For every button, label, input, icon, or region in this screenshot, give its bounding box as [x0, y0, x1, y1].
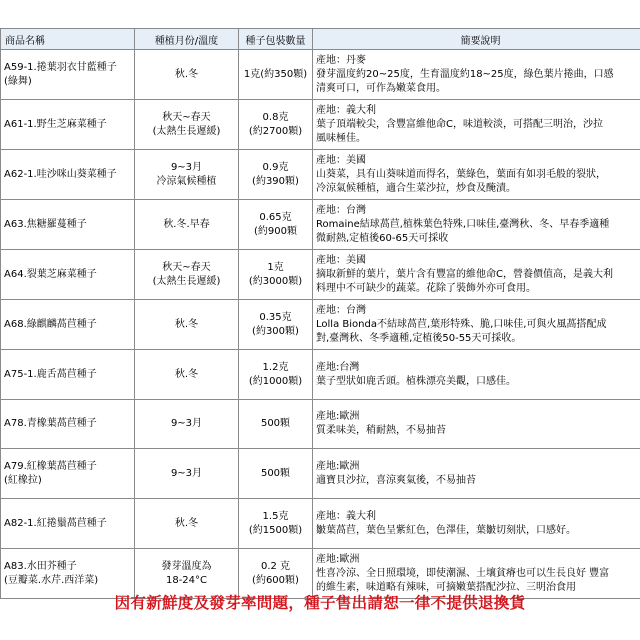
- planting-month-cell: [135, 350, 239, 400]
- product-name-cell: [1, 150, 135, 200]
- description-line: 冷涼氣候種植，適合生菜沙拉，炒食及醃漬。: [316, 182, 516, 194]
- planting-month-line: 9~3月: [170, 467, 203, 479]
- product-name-cell: [1, 100, 135, 150]
- planting-month-cell: [135, 449, 239, 499]
- header-row: [1, 29, 640, 50]
- product-name-line: (豆瓣菜.水芹.西洋菜): [4, 574, 99, 586]
- description-line: 的維生素，味道略有辣味，可摘嫩葉搭配沙拉、三明治食用: [316, 581, 576, 593]
- description-cell: [313, 350, 640, 400]
- package-quantity-line: (約2700顆): [248, 125, 303, 137]
- description-line: 產地：丹麥: [316, 54, 366, 66]
- description-cell: [313, 400, 640, 449]
- description-line: 產地:歐洲: [316, 553, 360, 565]
- planting-month-cell: [135, 300, 239, 350]
- package-quantity-line: (約600顆): [252, 574, 299, 586]
- product-name-line: A75-1.鹿舌萵苣種子: [4, 368, 97, 380]
- planting-month-cell: [135, 499, 239, 549]
- product-name-line: A64.裂葉芝麻菜種子: [4, 268, 97, 280]
- description-line: 產地:歐洲: [316, 411, 360, 422]
- description-line: 皺葉萵苣，葉色呈紫紅色，色澤佳，葉皺切刻狀，口感好。: [316, 524, 576, 536]
- product-name-line: A68.綠麒麟萵苣種子: [4, 318, 97, 330]
- description-line: 產地:歐洲: [316, 460, 360, 472]
- table-row: [1, 50, 640, 100]
- product-name-cell: [1, 499, 135, 549]
- description-cell: [313, 100, 640, 150]
- planting-month-line: 18-24°C: [165, 574, 208, 586]
- description-cell: [313, 50, 640, 100]
- planting-month-line: (太熱生長遲緩): [152, 125, 221, 137]
- planting-month-cell: [135, 50, 239, 100]
- header-desc: 簡要說明: [313, 29, 640, 50]
- table-row: [1, 150, 640, 200]
- planting-month-line: 秋.冬: [174, 517, 199, 529]
- planting-month-cell: [135, 150, 239, 200]
- description-line: 風味極佳。: [316, 132, 366, 144]
- package-quantity-line: 500顆: [260, 467, 291, 479]
- description-cell: [313, 250, 640, 300]
- table-body: [1, 50, 640, 599]
- header-month: 種植月份/溫度: [135, 29, 239, 50]
- planting-month-line: 9~3月: [170, 161, 203, 173]
- description-line: Romaine結球萵苣,植株葉色特殊,口味佳,臺灣秋、冬、早春季適種: [316, 218, 610, 230]
- product-name-line: A79.紅橡葉萵苣種子: [4, 460, 97, 472]
- package-quantity-line: 1.5克: [262, 510, 289, 522]
- planting-month-line: 秋.冬: [174, 68, 199, 80]
- product-name-line: A83.水田芥種子: [4, 560, 77, 572]
- description-line: 適寶貝沙拉，喜涼爽氣後，不易抽苔: [316, 474, 476, 486]
- table-row: [1, 100, 640, 150]
- product-name-cell: [1, 400, 135, 449]
- table-row: [1, 250, 640, 300]
- package-quantity-line: (約300顆): [252, 325, 299, 337]
- package-quantity-line: 0.35克: [259, 311, 292, 323]
- no-return-notice: 因有新鮮度及發芽率問題，種子售出請恕一律不提供退換貨: [114, 593, 526, 612]
- product-name-cell: [1, 50, 135, 100]
- description-line: 產地：台灣: [316, 304, 366, 316]
- planting-month-line: 秋.冬: [174, 368, 199, 380]
- package-quantity-line: 0.9克: [262, 161, 289, 173]
- package-quantity-cell: [239, 400, 313, 449]
- package-quantity-line: 500顆: [260, 418, 291, 429]
- product-name-line: A63.焦糖羅蔓種子: [4, 218, 87, 230]
- package-quantity-cell: [239, 150, 313, 200]
- planting-month-cell: [135, 250, 239, 300]
- product-name-cell: [1, 350, 135, 400]
- product-name-cell: [1, 200, 135, 250]
- description-line: 產地：義大利: [316, 510, 376, 522]
- package-quantity-line: 0.8克: [262, 111, 289, 123]
- planting-month-line: 冷涼氣候種植: [156, 175, 217, 187]
- description-line: 山葵菜，具有山葵味道而得名，葉綠色，葉面有如羽毛般的裂狀，: [316, 168, 606, 180]
- description-line: 產地：義大利: [316, 104, 376, 116]
- table-row: [1, 449, 640, 499]
- description-line: 微耐熱,定植後60-65天可採收: [316, 232, 449, 244]
- description-line: 產地：美國: [316, 154, 366, 166]
- planting-month-line: 發芽溫度為: [161, 560, 212, 572]
- product-name-cell: [1, 300, 135, 350]
- description-cell: [313, 449, 640, 499]
- planting-month-cell: [135, 400, 239, 449]
- header-name: 商品名稱: [1, 29, 135, 50]
- description-line: 發芽溫度約20~25度，生育溫度約18~25度，綠色葉片捲曲，口感: [316, 68, 614, 80]
- description-line: 葉子頂端較尖，含豐富維他命C，味道較淡，可搭配三明治，沙拉: [316, 118, 603, 130]
- product-name-cell: [1, 250, 135, 300]
- description-line: 對,臺灣秋、冬季適種,定植後50-55天可採收。: [316, 332, 522, 344]
- planting-month-cell: [135, 100, 239, 150]
- package-quantity-line: 1克: [267, 261, 284, 273]
- header-package: 種子包裝數量: [239, 29, 313, 50]
- planting-month-cell: [135, 200, 239, 250]
- description-line: 產地：台灣: [316, 204, 366, 216]
- product-name-line: A82-1.紅捲鬚萵苣種子: [4, 517, 107, 529]
- package-quantity-line: 1克(約350顆): [243, 68, 308, 80]
- description-line: 產地：美國: [316, 254, 366, 266]
- package-quantity-cell: [239, 350, 313, 400]
- planting-month-line: (太熱生長遲緩): [152, 275, 221, 287]
- description-cell: [313, 499, 640, 549]
- table-row: [1, 300, 640, 350]
- package-quantity-line: 0.2 克: [260, 560, 291, 572]
- description-cell: [313, 200, 640, 250]
- package-quantity-cell: [239, 499, 313, 549]
- product-name-line: A62-1.哇沙咪山葵菜種子: [4, 168, 117, 180]
- planting-month-line: 秋天~春天: [162, 261, 211, 273]
- description-line: 清爽可口，可作為嫩菜食用。: [316, 82, 446, 94]
- seed-table: [0, 28, 640, 599]
- package-quantity-line: (約900顆: [254, 225, 297, 237]
- package-quantity-line: (約1000顆): [248, 375, 303, 387]
- package-quantity-cell: [239, 100, 313, 150]
- product-name-line: A61-1.野生芝麻菜種子: [4, 118, 107, 130]
- planting-month-line: 秋天~春天: [162, 111, 211, 123]
- product-name-line: (紅橡拉): [4, 474, 42, 486]
- table-row: [1, 400, 640, 449]
- description-line: 產地:台灣: [316, 361, 360, 373]
- package-quantity-line: (約3000顆): [248, 275, 303, 287]
- description-cell: [313, 150, 640, 200]
- package-quantity-cell: [239, 50, 313, 100]
- seed-product-sheet: [0, 28, 640, 599]
- package-quantity-cell: [239, 300, 313, 350]
- planting-month-line: 9~3月: [170, 418, 203, 429]
- table-row: [1, 350, 640, 400]
- description-cell: [313, 300, 640, 350]
- description-line: 葉子型狀如鹿舌頭。植株漂亮美觀，口感佳。: [316, 375, 516, 387]
- product-name-line: A78.青橡葉萵苣種子: [4, 418, 97, 429]
- planting-month-line: 秋.冬: [174, 318, 199, 330]
- package-quantity-line: 1.2克: [262, 361, 289, 373]
- description-line: Lolla Bionda不結球萵苣,葉形特殊、脆,口味佳,可與火風萵搭配成: [316, 318, 607, 330]
- package-quantity-line: (約390顆): [252, 175, 299, 187]
- package-quantity-cell: [239, 250, 313, 300]
- description-line: 性喜冷涼、全日照環境，即使潮濕、土壤貧瘠也可以生長良好 豐富: [316, 567, 610, 579]
- product-name-line: A59-1.捲葉羽衣甘藍種子: [4, 61, 117, 73]
- description-line: 質柔味美，稍耐熱，不易抽苔: [316, 425, 446, 436]
- table-row: [1, 499, 640, 549]
- table-row: [1, 200, 640, 250]
- package-quantity-line: 0.65克: [259, 211, 292, 223]
- package-quantity-line: (約1500顆): [248, 524, 303, 536]
- planting-month-line: 秋.冬.早春: [163, 218, 210, 230]
- package-quantity-cell: [239, 449, 313, 499]
- description-line: 摘取新鮮的葉片，葉片含有豐富的維他命C，營養價值高，是義大利: [316, 268, 613, 280]
- package-quantity-cell: [239, 200, 313, 250]
- product-name-line: (綠舞): [4, 75, 32, 87]
- description-line: 料理中不可缺少的蔬菜。花除了裝飾外亦可食用。: [316, 282, 536, 294]
- product-name-cell: [1, 449, 135, 499]
